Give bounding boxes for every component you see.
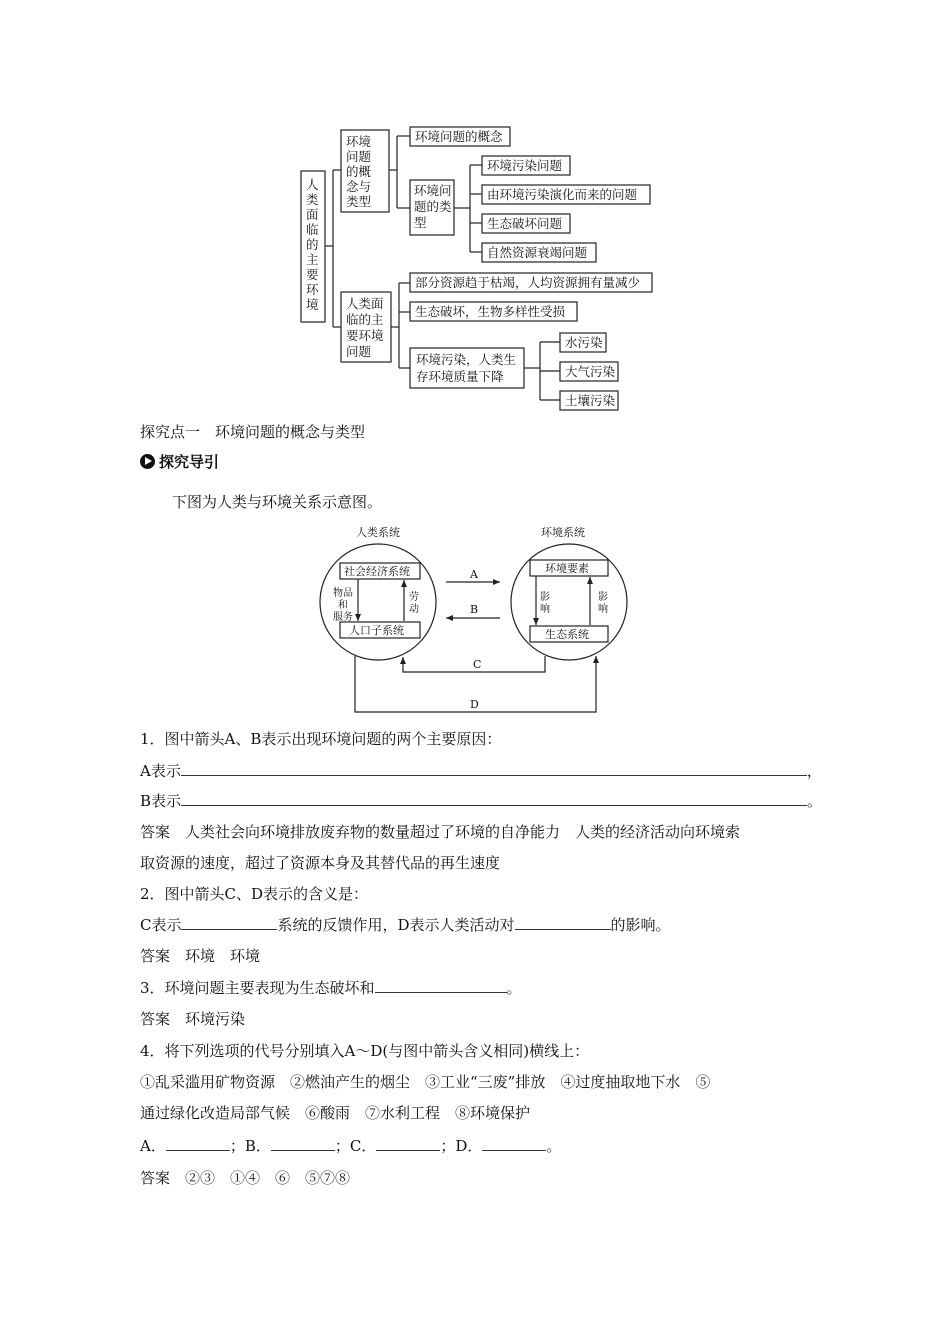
q3-p1: 3．环境问题主要表现为生态破坏和: [140, 979, 375, 997]
labor-label: 动: [409, 604, 419, 615]
influence-label: 影: [540, 592, 550, 603]
arrow-b-label: B: [470, 603, 479, 616]
type-label: 由环境污染演化而来的问题: [487, 187, 638, 202]
branch2-label: 临的主: [346, 312, 384, 327]
type-label: 环境污染问题: [487, 158, 563, 173]
influence-label: 影: [598, 592, 608, 603]
intro-text: 下图为人类与环境关系示意图。: [172, 493, 383, 511]
pollution-label: 存环境质量下降: [416, 369, 504, 384]
q4-blanks-line: [140, 1136, 561, 1156]
guide-heading-text: 探究导引: [159, 453, 220, 471]
q2-answer: 答案 环境 环境: [140, 947, 261, 965]
types-label: 题的类: [414, 199, 452, 214]
q1-b-end: 。: [807, 792, 823, 810]
root-char: 类: [306, 192, 319, 207]
section-title: 探究点一 环境问题的概念与类型: [140, 423, 366, 441]
q3-line: [140, 978, 522, 998]
eco-system-label: 生态系统: [545, 628, 589, 641]
population-label: 人口子系统: [349, 624, 404, 637]
arrow-a-label: A: [470, 568, 478, 581]
env-system-label: 环境系统: [541, 526, 585, 539]
q4-options-cont: 通过绿化改造局部气候 ⑥酸雨 ⑦水利工程 ⑧环境保护: [140, 1104, 531, 1122]
q4-blank-a[interactable]: [166, 1136, 230, 1151]
branch2-label: 人类面: [346, 296, 384, 311]
q2-p1: C表示: [140, 916, 182, 934]
q1-b-prefix: B表示: [140, 792, 182, 810]
q4-blank-d[interactable]: [482, 1136, 546, 1151]
q4-blank-c[interactable]: [376, 1136, 440, 1151]
goods-label: 物品: [333, 588, 353, 599]
root-char: 面: [306, 207, 319, 222]
soil-label: 土壤污染: [565, 393, 616, 408]
q1-a-line: [140, 761, 822, 781]
q1-stem: 1．图中箭头A、B表示出现环境问题的两个主要原因：: [140, 730, 502, 748]
branch2-label: 问题: [346, 344, 372, 359]
system-diagram: [0, 515, 950, 715]
goods-label: 服务: [333, 612, 353, 623]
branch2-label: 要环境: [346, 328, 384, 343]
q1-b-line: [140, 791, 822, 811]
q4-options: ①乱采滥用矿物资源 ②燃油产生的烟尘 ③工业“三废”排放 ④过度抽取地下水 ⑤: [140, 1073, 711, 1091]
influence-label: 响: [540, 604, 550, 615]
socio-economic-label: 社会经济系统: [344, 565, 410, 578]
q4-b: ；B．: [229, 1137, 271, 1155]
q2-p2: 系统的反馈作用，D表示人类活动对: [277, 916, 515, 934]
concept-label: 环境问题的概念: [415, 129, 503, 144]
root-char: 人: [306, 177, 319, 192]
q4-a: A．: [140, 1137, 166, 1155]
q4-stem: 4．将下列选项的代号分别填入A～D(与图中箭头含义相同)横线上：: [140, 1042, 590, 1060]
influence-label: 响: [598, 604, 608, 615]
air-label: 大气污染: [565, 364, 616, 379]
water-label: 水污染: [565, 335, 603, 350]
guide-heading: [140, 452, 219, 472]
root-char: 境: [306, 297, 319, 312]
root-char: 环: [306, 282, 319, 297]
q4-end: 。: [546, 1137, 562, 1155]
q2-line: [140, 915, 671, 935]
q3-blank[interactable]: [375, 978, 507, 993]
pollution-label: 环境污染，人类生: [416, 352, 517, 367]
q4-d: ；D．: [440, 1137, 483, 1155]
type-label: 生态破坏问题: [487, 216, 563, 231]
q4-c: ；C．: [334, 1137, 377, 1155]
type-label: 自然资源衰竭问题: [487, 245, 588, 260]
branch1-label: 环境: [346, 134, 372, 149]
q3-p2: 。: [506, 979, 522, 997]
q1-b-blank[interactable]: [181, 791, 807, 806]
q1-a-end: ，: [806, 762, 822, 780]
root-char: 要: [306, 267, 319, 282]
root-char: 临: [306, 222, 319, 237]
q1-answer: 答案 人类社会向环境排放废弃物的数量超过了环境的自净能力 人类的经济活动向环境索: [140, 823, 741, 841]
arrow-d-label: D: [470, 698, 479, 711]
q1-a-prefix: A表示: [140, 762, 181, 780]
q2-blank-1[interactable]: [181, 915, 277, 930]
branch1-label: 的概: [346, 164, 372, 179]
resource-label: 部分资源趋于枯竭，人均资源拥有量减少: [415, 275, 641, 290]
branch1-label: 类型: [346, 194, 372, 209]
labor-label: 劳: [409, 592, 419, 603]
branch1-label: 念与: [346, 179, 372, 194]
q2-blank-2[interactable]: [515, 915, 611, 930]
goods-label: 和: [338, 600, 348, 611]
root-char: 的: [306, 237, 319, 252]
arrow-c-label: C: [473, 658, 482, 671]
q4-answer: 答案 ②③ ①④ ⑥ ⑤⑦⑧: [140, 1169, 351, 1187]
env-elements-label: 环境要素: [545, 562, 589, 575]
root-char: 主: [306, 252, 319, 267]
q1-a-blank[interactable]: [181, 761, 807, 776]
branch1-label: 问题: [346, 149, 372, 164]
q3-answer: 答案 环境污染: [140, 1010, 246, 1028]
types-label: 型: [414, 215, 427, 230]
q4-blank-b[interactable]: [271, 1136, 335, 1151]
q1-answer-cont: 取资源的速度，超过了资源本身及其替代品的再生速度: [140, 854, 501, 872]
play-icon: [140, 454, 155, 469]
eco-damage-label: 生态破坏，生物多样性受损: [415, 304, 566, 319]
q2-p3: 的影响。: [610, 916, 671, 934]
q2-stem: 2．图中箭头C、D表示的含义是：: [140, 885, 369, 903]
concept-map: [0, 0, 950, 420]
types-label: 环境问: [414, 183, 452, 198]
human-system-label: 人类系统: [356, 526, 400, 539]
